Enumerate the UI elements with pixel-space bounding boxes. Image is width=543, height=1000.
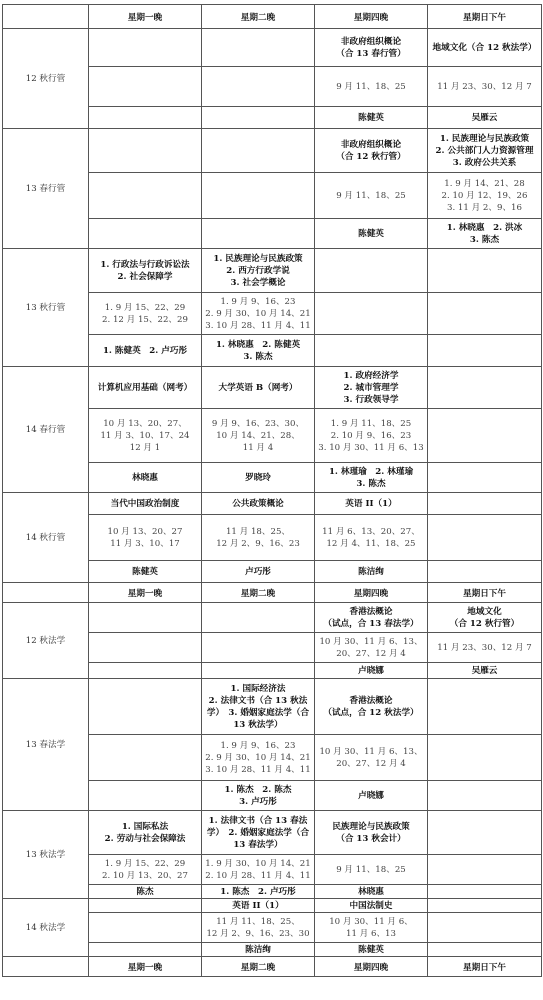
schedule-cell	[315, 335, 428, 367]
schedule-cell	[428, 943, 542, 957]
schedule-cell: 1. 民族理论与民族政策 2. 公共部门人力资源管理 3. 政府公共关系	[428, 129, 542, 173]
schedule-cell: 10 月 30、11 月 6、 11 月 6、13	[315, 913, 428, 943]
schedule-cell	[428, 335, 542, 367]
schedule-cell: 10 月 13、20、27、 11 月 3、10、17、24 12 月 1	[89, 409, 202, 463]
day-header: 星期四晚	[315, 957, 428, 977]
schedule-cell: 非政府组织概论 （合 13 春行管）	[315, 29, 428, 67]
schedule-cell	[315, 293, 428, 335]
schedule-cell: 陈健英	[89, 561, 202, 583]
schedule-cell	[428, 679, 542, 735]
table-row	[3, 129, 542, 173]
table-row	[3, 493, 542, 515]
table-row	[3, 899, 542, 913]
class-group-label: 13 春法学	[3, 679, 89, 811]
schedule-cell: 10 月 13、20、27 11 月 3、10、17	[89, 515, 202, 561]
day-header: 星期日下午	[428, 957, 542, 977]
schedule-cell	[89, 735, 202, 781]
schedule-cell: 1. 9 月 11、18、25 2. 10 月 9、16、23 3. 10 月 30、11 月 6、13	[315, 409, 428, 463]
schedule-cell: 1. 陈健英 2. 卢巧彤	[89, 335, 202, 367]
schedule-cell	[428, 781, 542, 811]
day-header: 星期二晚	[202, 583, 315, 603]
day-header: 星期一晚	[89, 957, 202, 977]
header-row	[3, 5, 542, 29]
schedule-cell	[428, 293, 542, 335]
schedule-cell	[428, 885, 542, 899]
schedule-cell	[428, 249, 542, 293]
schedule-cell	[428, 899, 542, 913]
schedule-cell	[428, 367, 542, 409]
schedule-cell	[428, 515, 542, 561]
schedule-cell: 1. 陈杰 2. 卢巧彤	[202, 885, 315, 899]
day-header: 星期二晚	[202, 957, 315, 977]
schedule-cell: 陈健英	[315, 107, 428, 129]
day-header: 星期日下午	[428, 5, 542, 29]
schedule-cell: 陈健英	[315, 219, 428, 249]
schedule-cell: 香港法概论 （试点，合 12 秋法学）	[315, 679, 428, 735]
schedule-cell: 1. 林晓惠 2. 陈健英 3. 陈杰	[202, 335, 315, 367]
schedule-cell: 吴雁云	[428, 107, 542, 129]
table-row	[3, 367, 542, 409]
schedule-cell: 9 月 11、18、25	[315, 173, 428, 219]
schedule-cell: 1. 9 月 14、21、28 2. 10 月 12、19、26 3. 11 月 2、9、16	[428, 173, 542, 219]
day-header: 星期一晚	[89, 5, 202, 29]
schedule-cell: 罗晓玲	[202, 463, 315, 493]
schedule-body	[3, 5, 542, 977]
schedule-cell	[202, 67, 315, 107]
schedule-cell	[89, 129, 202, 173]
day-header: 星期四晚	[315, 583, 428, 603]
schedule-cell: 民族理论与民族政策 （合 13 秋会计）	[315, 811, 428, 855]
header-corner-cell	[3, 5, 89, 29]
schedule-cell: 公共政策概论	[202, 493, 315, 515]
schedule-cell: 1. 林瑾瑜 2. 林瑾瑜 3. 陈杰	[315, 463, 428, 493]
schedule-cell	[89, 781, 202, 811]
schedule-cell	[428, 735, 542, 781]
schedule-cell	[202, 633, 315, 663]
class-group-label: 13 秋行管	[3, 249, 89, 367]
schedule-cell: 1. 9 月 15、22、29 2. 12 月 15、22、29	[89, 293, 202, 335]
schedule-cell: 11 月 6、13、20、27、 12 月 4、11、18、25	[315, 515, 428, 561]
schedule-cell	[315, 249, 428, 293]
schedule-cell: 地域文化（合 12 秋法学）	[428, 29, 542, 67]
day-header: 星期一晚	[89, 583, 202, 603]
schedule-cell: 1. 9 月 9、16、23 2. 9 月 30、10 月 14、21 3. 10 月 28、11 月 4、11	[202, 293, 315, 335]
schedule-cell: 1. 9 月 30、10 月 14、21 2. 10 月 28、11 月 4、11	[202, 855, 315, 885]
header-corner-cell	[3, 583, 89, 603]
schedule-cell: 1. 行政法与行政诉讼法 2. 社会保障学	[89, 249, 202, 293]
schedule-cell: 1. 9 月 15、22、29 2. 10 月 13、20、27	[89, 855, 202, 885]
schedule-cell	[89, 633, 202, 663]
schedule-cell	[89, 899, 202, 913]
schedule-cell	[89, 943, 202, 957]
table-row	[3, 811, 542, 855]
schedule-cell: 1. 政府经济学 2. 城市管理学 3. 行政领导学	[315, 367, 428, 409]
class-group-label: 12 秋行管	[3, 29, 89, 129]
schedule-cell	[202, 603, 315, 633]
schedule-cell	[428, 855, 542, 885]
day-header: 星期日下午	[428, 583, 542, 603]
schedule-cell	[202, 219, 315, 249]
schedule-cell: 1. 民族理论与民族政策 2. 西方行政学说 3. 社会学概论	[202, 249, 315, 293]
schedule-cell: 卢晓娜	[315, 663, 428, 679]
schedule-cell: 11 月 11、18、25、 12 月 2、9、16、23、30	[202, 913, 315, 943]
schedule-cell: 大学英语 B（网考）	[202, 367, 315, 409]
schedule-cell	[89, 663, 202, 679]
class-group-label: 14 秋法学	[3, 899, 89, 957]
schedule-cell: 1. 陈杰 2. 陈杰 3. 卢巧彤	[202, 781, 315, 811]
class-group-label: 14 春行管	[3, 367, 89, 493]
schedule-cell: 计算机应用基础（网考）	[89, 367, 202, 409]
schedule-cell: 11 月 18、25、 12 月 2、9、16、23	[202, 515, 315, 561]
schedule-cell	[89, 913, 202, 943]
table-row	[3, 679, 542, 735]
schedule-cell: 英语 II（1）	[202, 899, 315, 913]
schedule-cell	[89, 107, 202, 129]
schedule-cell	[428, 913, 542, 943]
schedule-cell: 9 月 11、18、25	[315, 67, 428, 107]
schedule-cell: 1. 9 月 9、16、23 2. 9 月 30、10 月 14、21 3. 10 月 28、11 月 4、11	[202, 735, 315, 781]
schedule-cell	[428, 463, 542, 493]
schedule-cell: 1. 国际经济法 2. 法律文书（合 13 秋法学） 3. 婚姻家庭法学（合 13 秋法学）	[202, 679, 315, 735]
schedule-cell	[89, 173, 202, 219]
schedule-cell: 地域文化 （合 12 秋行管）	[428, 603, 542, 633]
schedule-cell: 香港法概论 （试点，合 13 春法学）	[315, 603, 428, 633]
schedule-cell: 英语 II（1）	[315, 493, 428, 515]
schedule-cell	[89, 29, 202, 67]
table-row	[3, 603, 542, 633]
day-header: 星期四晚	[315, 5, 428, 29]
schedule-cell: 林晓惠	[315, 885, 428, 899]
schedule-cell	[428, 409, 542, 463]
class-group-label: 14 秋行管	[3, 493, 89, 583]
schedule-cell: 陈健英	[315, 943, 428, 957]
schedule-cell: 非政府组织概论 （合 12 秋行管）	[315, 129, 428, 173]
schedule-cell	[428, 811, 542, 855]
day-header: 星期二晚	[202, 5, 315, 29]
schedule-cell: 中国法制史	[315, 899, 428, 913]
schedule-cell: 卢晓娜	[315, 781, 428, 811]
class-group-label: 13 春行管	[3, 129, 89, 249]
header-row	[3, 957, 542, 977]
schedule-cell	[202, 29, 315, 67]
schedule-cell	[428, 493, 542, 515]
schedule-cell: 林晓惠	[89, 463, 202, 493]
schedule-cell: 卢巧彤	[202, 561, 315, 583]
schedule-cell: 当代中国政治制度	[89, 493, 202, 515]
schedule-cell: 11 月 23、30、12 月 7	[428, 67, 542, 107]
schedule-cell: 10 月 30、11 月 6、13、 20、27、12 月 4	[315, 735, 428, 781]
schedule-cell	[202, 129, 315, 173]
schedule-cell: 10 月 30、11 月 6、13、 20、27、12 月 4	[315, 633, 428, 663]
header-row	[3, 583, 542, 603]
class-group-label: 12 秋法学	[3, 603, 89, 679]
class-group-label: 13 秋法学	[3, 811, 89, 899]
schedule-cell	[89, 679, 202, 735]
schedule-cell: 9 月 9、16、23、30、 10 月 14、21、28、 11 月 4	[202, 409, 315, 463]
schedule-cell: 9 月 11、18、25	[315, 855, 428, 885]
schedule-cell	[428, 561, 542, 583]
schedule-cell	[89, 219, 202, 249]
schedule-cell: 11 月 23、30、12 月 7	[428, 633, 542, 663]
schedule-cell	[202, 663, 315, 679]
schedule-cell: 1. 林晓惠 2. 洪冰 3. 陈杰	[428, 219, 542, 249]
schedule-cell: 1. 国际私法 2. 劳动与社会保障法	[89, 811, 202, 855]
schedule-cell: 1. 法律文书（合 13 春法学） 2. 婚姻家庭法学（合 13 春法学）	[202, 811, 315, 855]
header-corner-cell	[3, 957, 89, 977]
schedule-cell	[202, 107, 315, 129]
schedule-cell	[89, 603, 202, 633]
schedule-table	[2, 4, 542, 977]
schedule-cell: 吴雁云	[428, 663, 542, 679]
schedule-cell: 陈洁绚	[202, 943, 315, 957]
schedule-cell: 陈洁绚	[315, 561, 428, 583]
schedule-cell	[89, 67, 202, 107]
table-row	[3, 29, 542, 67]
table-row	[3, 249, 542, 293]
schedule-cell	[202, 173, 315, 219]
schedule-cell: 陈杰	[89, 885, 202, 899]
